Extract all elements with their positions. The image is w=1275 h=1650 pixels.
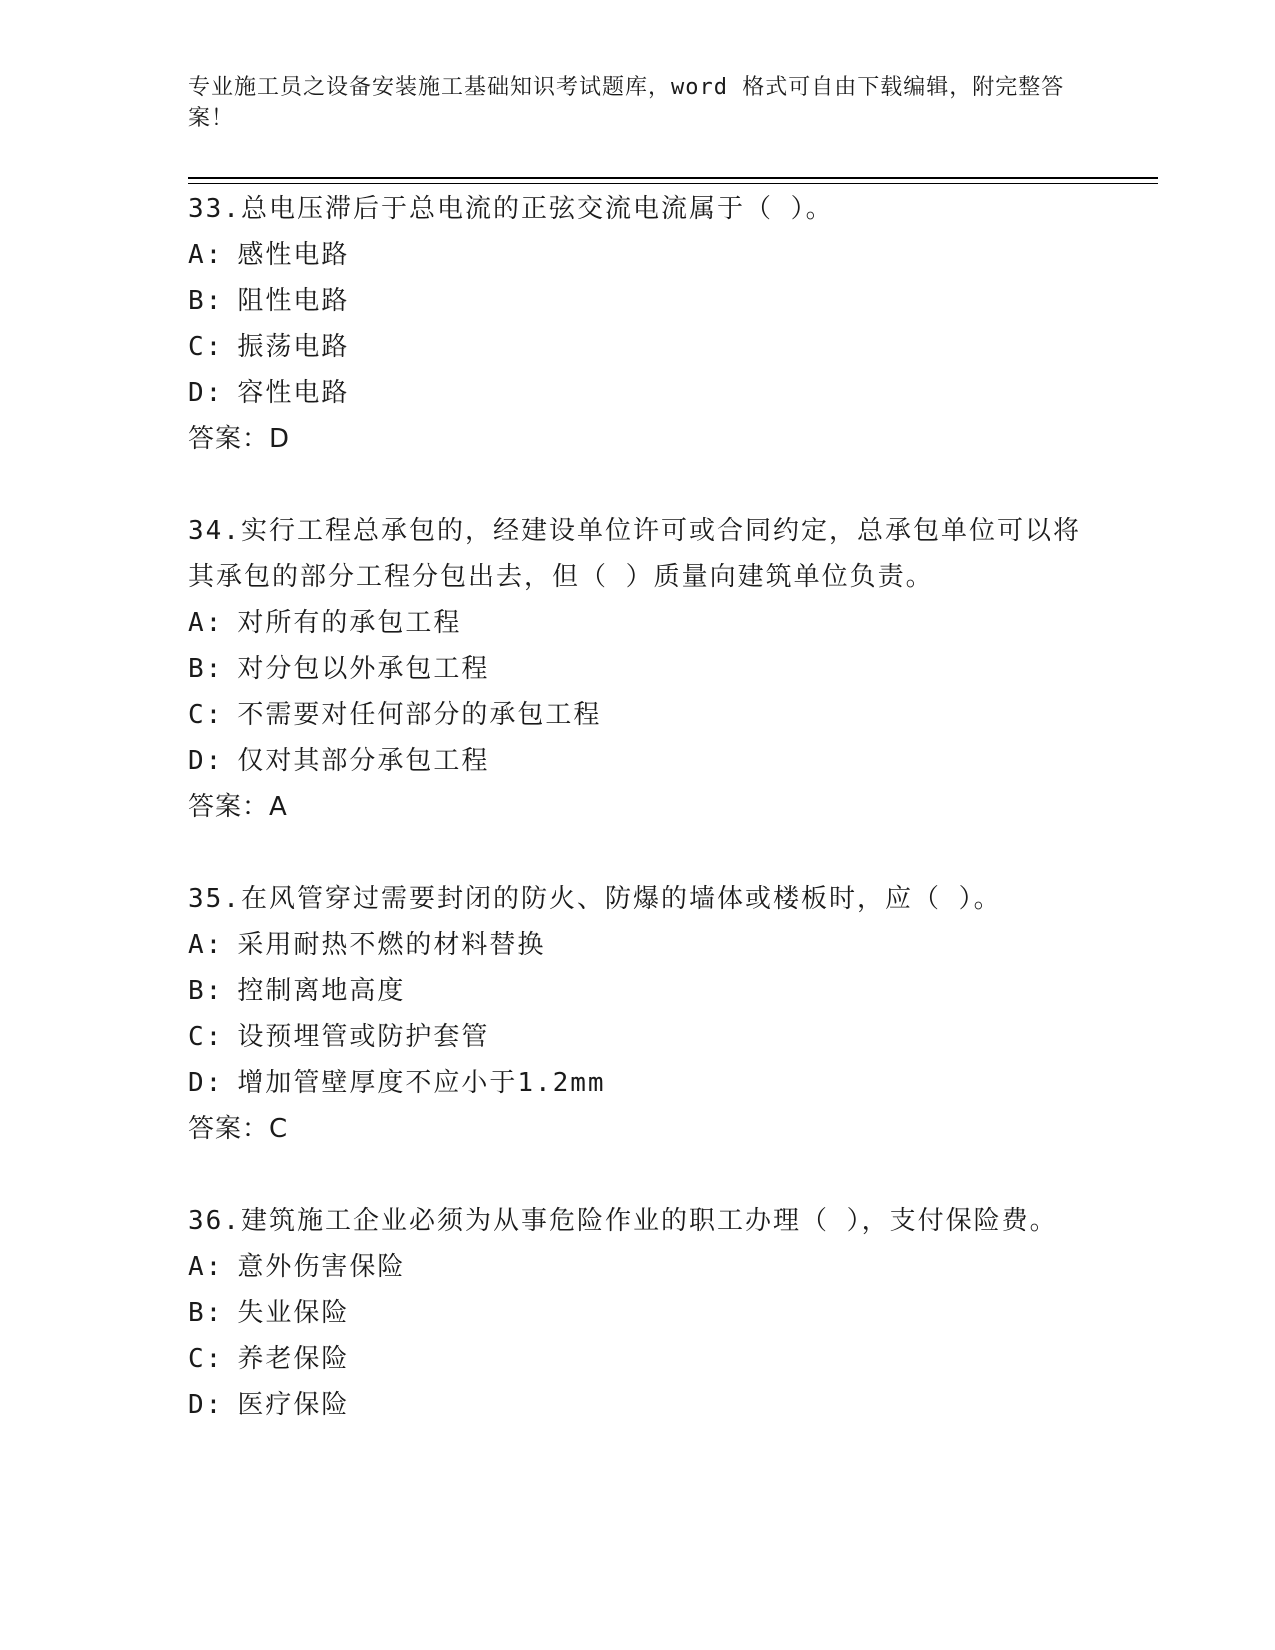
answer-text: 答案：D — [188, 424, 291, 454]
document-header-text: 专业施工员之设备安装施工基础知识考试题库，word 格式可自由下载编辑，附完整答案！ — [188, 75, 1065, 131]
option-b — [188, 968, 1088, 1014]
option-letter: D: — [188, 378, 224, 408]
question-text: 33.总电压滞后于总电流的正弦交流电流属于（ ）。 — [188, 194, 834, 224]
option-letter: B: — [188, 976, 224, 1006]
option-text: 振荡电路 — [237, 332, 350, 362]
option-text: 仅对其部分承包工程 — [237, 746, 490, 776]
question-text: 35.在风管穿过需要封闭的防火、防爆的墙体或楼板时，应（ ）。 — [188, 884, 1002, 914]
option-letter: A: — [188, 240, 224, 270]
option-text: 意外伤害保险 — [237, 1252, 406, 1282]
header-divider-thin — [188, 183, 1158, 184]
option-letter: C: — [188, 1022, 224, 1052]
option-letter: D: — [188, 1390, 224, 1420]
option-letter: A: — [188, 1252, 224, 1282]
option-text: 容性电路 — [237, 378, 350, 408]
option-letter: C: — [188, 332, 224, 362]
option-letter: C: — [188, 1344, 224, 1374]
option-d — [188, 1382, 1088, 1428]
option-a — [188, 1244, 1088, 1290]
option-c — [188, 692, 1088, 738]
question-text: 34.实行工程总承包的，经建设单位许可或合同约定，总承包单位可以将其承包的部分工程分包出去，但（ ）质量向建筑单位负责。 — [188, 516, 1081, 592]
option-letter: B: — [188, 654, 224, 684]
option-letter: B: — [188, 1298, 224, 1328]
option-text: 不需要对任何部分的承包工程 — [237, 700, 602, 730]
option-letter: A: — [188, 608, 224, 638]
option-d — [188, 1060, 1088, 1106]
option-text: 设预埋管或防护套管 — [237, 1022, 490, 1052]
option-text: 阻性电路 — [237, 286, 350, 316]
question-list — [188, 186, 1088, 1474]
option-text: 感性电路 — [237, 240, 350, 270]
option-a — [188, 232, 1088, 278]
option-text: 失业保险 — [237, 1298, 350, 1328]
answer-text: 答案：A — [188, 792, 288, 822]
option-letter: D: — [188, 746, 224, 776]
question-35 — [188, 876, 1088, 1152]
option-a — [188, 600, 1088, 646]
question-33 — [188, 186, 1088, 462]
answer-text: 答案：C — [188, 1114, 289, 1144]
question-text: 36.建筑施工企业必须为从事危险作业的职工办理（ ），支付保险费。 — [188, 1206, 1058, 1236]
header-divider-thick — [188, 177, 1158, 179]
option-letter: C: — [188, 700, 224, 730]
option-b — [188, 1290, 1088, 1336]
option-d — [188, 370, 1088, 416]
option-text: 医疗保险 — [237, 1390, 350, 1420]
option-text: 养老保险 — [237, 1344, 350, 1374]
option-letter: D: — [188, 1068, 224, 1098]
option-text: 增加管壁厚度不应小于1.2mm — [237, 1068, 606, 1098]
question-34 — [188, 508, 1088, 830]
option-letter: A: — [188, 930, 224, 960]
option-text: 对所有的承包工程 — [237, 608, 462, 638]
option-c — [188, 324, 1088, 370]
option-text: 控制离地高度 — [237, 976, 406, 1006]
option-b — [188, 278, 1088, 324]
question-36 — [188, 1198, 1088, 1428]
option-c — [188, 1336, 1088, 1382]
option-c — [188, 1014, 1088, 1060]
option-b — [188, 646, 1088, 692]
option-text: 对分包以外承包工程 — [237, 654, 490, 684]
option-text: 采用耐热不燃的材料替换 — [237, 930, 546, 960]
option-d — [188, 738, 1088, 784]
option-a — [188, 922, 1088, 968]
option-letter: B: — [188, 286, 224, 316]
